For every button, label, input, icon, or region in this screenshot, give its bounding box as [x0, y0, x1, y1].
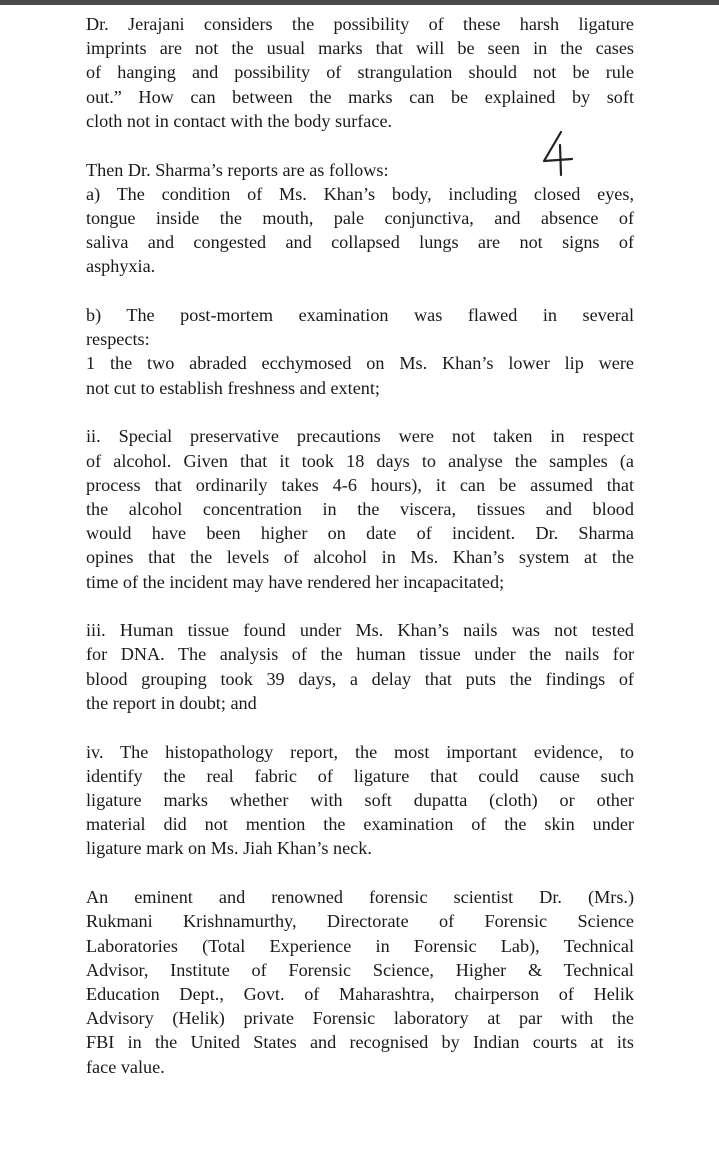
text-line: ligature marks whether with soft dupatta (cloth) or other [86, 789, 634, 810]
text-line: face value. [86, 1056, 165, 1077]
text-line: time of the incident may have rendered her incapacitated; [86, 571, 505, 592]
text-line: of alcohol. Given that it took 18 days to analyse the samples (a [86, 450, 634, 471]
paragraph-sharma-intro [86, 158, 634, 279]
text-line: identify the real fabric of ligature that could cause such [86, 765, 634, 786]
text-line: of hanging and possibility of strangulation should not be rule [86, 62, 634, 83]
text-line: not cut to establish freshness and extent; [86, 377, 380, 398]
text-line: tongue inside the mouth, pale conjunctiva, and absence of [86, 207, 634, 228]
text-line: b) The post-mortem examination was flawed in several [86, 305, 634, 326]
text-line: saliva and congested and collapsed lungs are not signs of [86, 232, 634, 253]
text-line: blood grouping took 39 days, a delay that puts the findings of [86, 668, 634, 689]
paragraph-histopathology [86, 740, 634, 861]
text-line: out.” How can between the marks can be explained by soft [86, 86, 634, 107]
text-line: 1 the two abraded ecchymosed on Ms. Khan’s lower lip were [86, 353, 634, 374]
text-line: the alcohol concentration in the viscera, tissues and blood [86, 498, 634, 519]
text-line: Dr. Jerajani considers the possibility of these harsh ligature [86, 14, 634, 34]
text-line: imprints are not the usual marks that will be seen in the cases [86, 38, 634, 59]
paragraph-post-mortem-flaws [86, 303, 634, 400]
text-line: asphyxia. [86, 256, 156, 277]
text-line: Advisor, Institute of Forensic Science, Higher & Technical [86, 959, 634, 980]
text-line: Education Dept., Govt. of Maharashtra, chairperson of Helik [86, 983, 634, 1004]
text-line: would have been higher on date of incident. Dr. Sharma [86, 523, 634, 544]
text-line: FBI in the United States and recognised by Indian courts at its [86, 1032, 634, 1053]
text-line: material did not mention the examination of the skin under [86, 814, 634, 835]
paragraph-jerajani [86, 12, 634, 133]
text-line: ii. Special preservative precautions were not taken in respect [86, 426, 634, 447]
text-line: for DNA. The analysis of the human tissue under the nails for [86, 644, 634, 665]
text-line: iv. The histopathology report, the most important evidence, to [86, 741, 634, 762]
text-line: respects: [86, 329, 150, 350]
paragraph-alcohol [86, 424, 634, 593]
paragraph-dna [86, 618, 634, 715]
text-line: Rukmani Krishnamurthy, Directorate of Forensic Science [86, 911, 634, 932]
top-border-bar [0, 0, 719, 5]
text-line: cloth not in contact with the body surface. [86, 110, 393, 131]
document-page [86, 12, 634, 1079]
text-line: ligature mark on Ms. Jiah Khan’s neck. [86, 838, 372, 859]
text-line: a) The condition of Ms. Khan’s body, including closed eyes, [86, 183, 634, 204]
paragraph-forensic-scientist [86, 885, 634, 1079]
text-line: Advisory (Helik) private Forensic laboratory at par with the [86, 1008, 634, 1029]
text-line: process that ordinarily takes 4-6 hours), it can be assumed that [86, 474, 634, 495]
text-line: An eminent and renowned forensic scientist Dr. (Mrs.) [86, 887, 634, 908]
text-line: Laboratories (Total Experience in Forensic Lab), Technical [86, 935, 634, 956]
text-line: the report in doubt; and [86, 692, 257, 713]
text-line: iii. Human tissue found under Ms. Khan’s nails was not tested [86, 620, 634, 641]
text-line: Then Dr. Sharma’s reports are as follows: [86, 159, 389, 180]
text-line: opines that the levels of alcohol in Ms. Khan’s system at the [86, 547, 634, 568]
